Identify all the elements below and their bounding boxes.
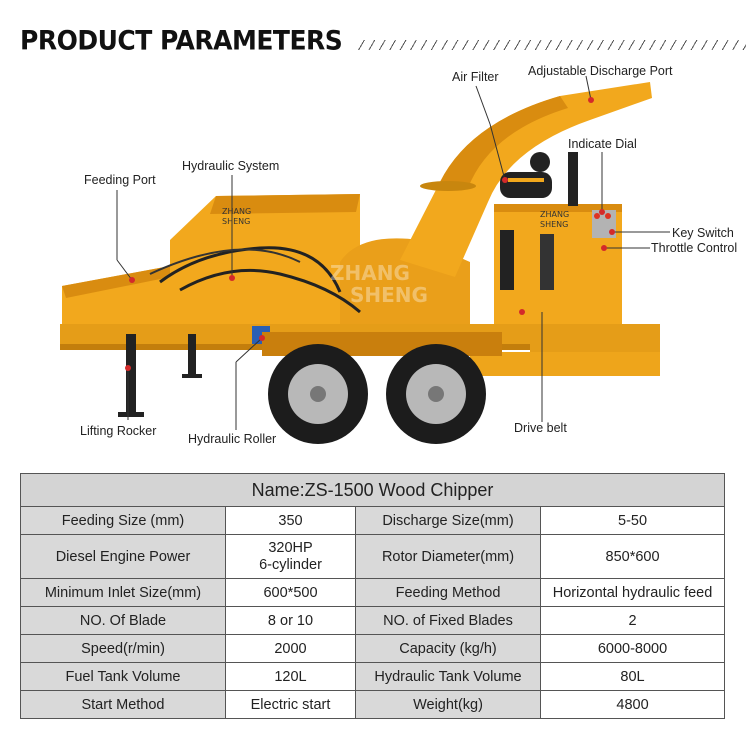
spec-label: Minimum Inlet Size(mm): [21, 579, 226, 607]
wheel-left: [268, 344, 368, 444]
spec-value-line: 6-cylinder: [259, 556, 322, 573]
callout-key-switch: Key Switch: [672, 226, 734, 240]
table-row: [21, 691, 725, 719]
spec-label: Weight(kg): [356, 691, 541, 719]
spec-value: 80L: [541, 663, 725, 691]
body-logo: ZHANG: [222, 207, 252, 216]
table-row: [21, 535, 725, 579]
spec-value: Horizontal hydraulic feed: [541, 579, 725, 607]
table-title: Name:ZS-1500 Wood Chipper: [21, 474, 725, 507]
spec-label: Discharge Size(mm): [356, 507, 541, 535]
page-title: PRODUCT PARAMETERS: [20, 25, 343, 56]
spec-label: Feeding Size (mm): [21, 507, 226, 535]
callout-indicate-dial: Indicate Dial: [568, 137, 637, 151]
spec-label: Rotor Diameter(mm): [356, 535, 541, 579]
hopper-body: [170, 194, 360, 324]
spec-value: 8 or 10: [226, 607, 356, 635]
callout-air-filter: Air Filter: [452, 70, 499, 84]
callout-throttle-control: Throttle Control: [651, 241, 738, 255]
spec-value: 5-50: [541, 507, 725, 535]
table-row: [21, 579, 725, 607]
callout-lifting-rocker: Lifting Rocker: [80, 424, 157, 438]
spec-label: NO. of Fixed Blades: [356, 607, 541, 635]
spec-value: [226, 535, 356, 579]
spec-value: Electric start: [226, 691, 356, 719]
table-row: [21, 507, 725, 535]
section-header: [20, 26, 730, 60]
spec-value: 6000-8000: [541, 635, 725, 663]
spec-label: Feeding Method: [356, 579, 541, 607]
table-row: [21, 607, 725, 635]
spec-table: [20, 473, 725, 719]
watermark: ZHANG: [330, 261, 410, 285]
header-hatch-decoration: [358, 40, 746, 50]
engine-logo: ZHANG: [540, 210, 570, 219]
spec-label: Capacity (kg/h): [356, 635, 541, 663]
callout-hydraulic-roller: Hydraulic Roller: [188, 432, 277, 446]
table-row: [21, 663, 725, 691]
svg-text:SHENG: SHENG: [350, 283, 428, 307]
callout-feeding-port: Feeding Port: [84, 173, 156, 187]
callout-drive-belt: Drive belt: [514, 421, 567, 435]
spec-label: Hydraulic Tank Volume: [356, 663, 541, 691]
wheel-right: [386, 344, 486, 444]
callout-hydraulic-system: Hydraulic System: [182, 159, 280, 173]
svg-text:SHENG: SHENG: [222, 217, 251, 226]
air-filter-canister: [500, 172, 552, 198]
spec-value: 2000: [226, 635, 356, 663]
spec-value-line: 320HP: [268, 539, 313, 556]
svg-text:SHENG: SHENG: [540, 220, 569, 229]
spec-label: Fuel Tank Volume: [21, 663, 226, 691]
spec-label: Start Method: [21, 691, 226, 719]
table-row: [21, 635, 725, 663]
spec-value: 120L: [226, 663, 356, 691]
spec-label: Diesel Engine Power: [21, 535, 226, 579]
spec-value: 4800: [541, 691, 725, 719]
spec-value: 850*600: [541, 535, 725, 579]
spec-value: 350: [226, 507, 356, 535]
spec-value: 2: [541, 607, 725, 635]
spec-label: NO. Of Blade: [21, 607, 226, 635]
machine-illustration: [0, 62, 746, 462]
wood-chipper-image: [0, 62, 746, 462]
spec-value: 600*500: [226, 579, 356, 607]
callout-discharge-port: Adjustable Discharge Port: [528, 64, 673, 78]
spec-label: Speed(r/min): [21, 635, 226, 663]
